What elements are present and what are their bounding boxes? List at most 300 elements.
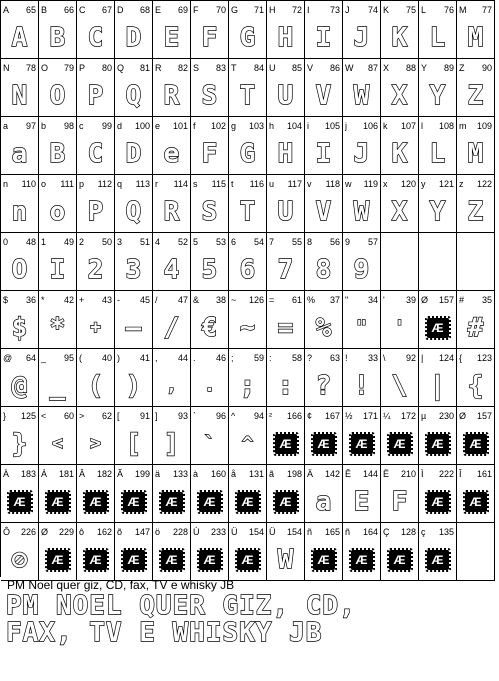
glyph-preview <box>461 429 490 458</box>
glyph-code: 172 <box>400 411 416 421</box>
glyph-char: G <box>231 5 239 15</box>
glyph-preview <box>271 255 300 284</box>
glyph-cell <box>115 59 153 117</box>
glyph-code: 65 <box>25 5 36 15</box>
glyph-cell <box>419 59 457 117</box>
glyph-code: 171 <box>362 411 378 421</box>
glyph-cell <box>457 465 495 523</box>
glyph-code: 94 <box>253 411 264 421</box>
glyph-sample: 4 <box>163 254 180 285</box>
glyph-preview <box>347 255 376 284</box>
glyph-preview <box>157 197 186 226</box>
glyph-sample: 8 <box>315 254 332 285</box>
glyph-char: * <box>41 295 45 305</box>
glyph-char: 3 <box>117 237 123 247</box>
glyph-label <box>79 410 112 422</box>
glyph-char: l <box>421 121 423 131</box>
glyph-cell <box>381 175 419 233</box>
glyph-label <box>193 120 226 132</box>
glyph-label <box>155 120 188 132</box>
glyph-char: Ã <box>117 469 124 479</box>
glyph-preview <box>195 23 224 52</box>
glyph-preview <box>423 23 452 52</box>
glyph-cell <box>1 407 39 465</box>
glyph-sample: E <box>163 22 180 53</box>
glyph-preview <box>195 371 224 400</box>
glyph-preview <box>81 81 110 110</box>
glyph-preview <box>81 255 110 284</box>
glyph-sample: S <box>201 196 218 227</box>
glyph-cell <box>229 291 267 349</box>
missing-glyph-icon: Æ <box>275 492 297 512</box>
glyph-char: f <box>193 121 196 131</box>
glyph-preview <box>271 23 300 52</box>
glyph-code: 96 <box>215 411 226 421</box>
glyph-label <box>41 236 74 248</box>
glyph-sample: R <box>163 196 180 227</box>
glyph-preview <box>119 139 148 168</box>
glyph-char: c <box>79 121 84 131</box>
glyph-char: 1 <box>41 237 47 247</box>
glyph-char: Î <box>459 469 462 479</box>
glyph-char: 4 <box>155 237 161 247</box>
glyph-code: 157 <box>438 295 454 305</box>
glyph-code: 104 <box>286 121 302 131</box>
glyph-label <box>117 4 150 16</box>
glyph-code: 95 <box>63 353 74 363</box>
glyph-cell <box>267 291 305 349</box>
glyph-label <box>41 120 74 132</box>
glyph-preview <box>461 371 490 400</box>
glyph-code: 68 <box>139 5 150 15</box>
missing-glyph-icon: Æ <box>427 434 449 454</box>
glyph-sample: ` <box>204 432 215 454</box>
glyph-label <box>3 294 36 306</box>
missing-glyph-icon: Æ <box>85 550 107 570</box>
glyph-preview <box>461 313 490 342</box>
glyph-label <box>307 352 340 364</box>
glyph-label <box>155 468 188 480</box>
glyph-char: ö <box>155 527 161 537</box>
glyph-cell <box>457 349 495 407</box>
glyph-label <box>269 178 302 190</box>
glyph-preview <box>385 139 414 168</box>
glyph-label <box>307 62 340 74</box>
glyph-cell <box>267 523 305 581</box>
glyph-code: 56 <box>329 237 340 247</box>
glyph-label <box>117 236 150 248</box>
glyph-char: Ê <box>345 469 352 479</box>
glyph-sample: R <box>163 80 180 111</box>
glyph-sample: T <box>239 196 256 227</box>
glyph-label <box>421 120 454 132</box>
glyph-label <box>345 526 378 538</box>
glyph-cell <box>191 233 229 291</box>
glyph-label <box>383 120 416 132</box>
glyph-code: 88 <box>405 63 416 73</box>
glyph-sample: " <box>356 316 367 338</box>
glyph-preview <box>5 255 34 284</box>
glyph-preview <box>385 23 414 52</box>
glyph-label <box>269 468 302 480</box>
glyph-char: @ <box>3 353 13 363</box>
glyph-cell <box>229 407 267 465</box>
glyph-preview <box>195 81 224 110</box>
glyph-char: O <box>41 63 49 73</box>
glyph-preview <box>119 429 148 458</box>
glyph-preview <box>423 487 452 516</box>
glyph-char: J <box>345 5 350 15</box>
glyph-cell <box>305 233 343 291</box>
glyph-code: 121 <box>438 179 454 189</box>
glyph-sample: V <box>315 196 332 227</box>
glyph-code: 113 <box>135 179 150 189</box>
glyph-cell <box>1 117 39 175</box>
glyph-label <box>193 410 226 422</box>
glyph-label <box>3 468 36 480</box>
glyph-code: 147 <box>134 527 150 537</box>
glyph-char: ä <box>155 469 161 479</box>
glyph-cell <box>343 523 381 581</box>
glyph-code: 81 <box>139 63 150 73</box>
glyph-sample: Y <box>429 196 446 227</box>
glyph-cell <box>191 1 229 59</box>
glyph-code: 125 <box>20 411 36 421</box>
glyph-cell <box>77 117 115 175</box>
glyph-preview <box>461 487 490 516</box>
missing-glyph-icon: Æ <box>161 492 183 512</box>
glyph-code: 101 <box>172 121 188 131</box>
glyph-preview <box>385 429 414 458</box>
glyph-char: N <box>3 63 10 73</box>
glyph-code: 50 <box>101 237 112 247</box>
glyph-cell <box>77 59 115 117</box>
glyph-code: 77 <box>481 5 492 15</box>
glyph-preview <box>5 23 34 52</box>
glyph-cell <box>39 523 77 581</box>
glyph-label <box>345 178 378 190</box>
glyph-preview <box>385 81 414 110</box>
glyph-cell <box>457 291 495 349</box>
glyph-preview <box>423 81 452 110</box>
missing-glyph-icon: Æ <box>47 492 69 512</box>
glyph-code: 109 <box>476 121 492 131</box>
glyph-sample: > <box>90 432 101 454</box>
glyph-cell <box>39 117 77 175</box>
glyph-cell <box>77 175 115 233</box>
glyph-code: 36 <box>25 295 36 305</box>
glyph-code: 112 <box>97 179 112 189</box>
glyph-preview <box>119 371 148 400</box>
glyph-code: 154 <box>248 527 264 537</box>
glyph-char: v <box>307 179 312 189</box>
glyph-row <box>1 175 496 233</box>
glyph-preview <box>385 371 414 400</box>
glyph-sample: 5 <box>201 254 218 285</box>
glyph-char: Ô <box>3 527 11 537</box>
glyph-preview <box>119 313 148 342</box>
glyph-label <box>117 352 150 364</box>
glyph-preview <box>43 545 72 574</box>
glyph-row <box>1 117 496 175</box>
glyph-code: 51 <box>139 237 150 247</box>
glyph-sample: ? <box>315 370 332 401</box>
glyph-cell <box>1 1 39 59</box>
glyph-preview <box>195 487 224 516</box>
glyph-char: µ <box>421 411 427 421</box>
glyph-char: % <box>307 295 316 305</box>
glyph-cell <box>115 465 153 523</box>
glyph-char: k <box>383 121 388 131</box>
glyph-char: U <box>269 63 276 73</box>
glyph-label <box>231 178 264 190</box>
glyph-char: ã <box>269 469 275 479</box>
glyph-char: ô <box>79 527 85 537</box>
glyph-preview <box>347 487 376 516</box>
glyph-sample: Z <box>467 196 484 227</box>
glyph-sample: U <box>277 80 294 111</box>
glyph-preview <box>43 23 72 52</box>
glyph-label <box>155 236 188 248</box>
glyph-char: Ø <box>41 527 49 537</box>
glyph-label <box>79 178 112 190</box>
glyph-label <box>459 410 492 422</box>
glyph-label <box>117 178 150 190</box>
glyph-cell <box>153 465 191 523</box>
glyph-cell <box>191 349 229 407</box>
glyph-preview <box>195 429 224 458</box>
glyph-sample: M <box>467 138 484 169</box>
glyph-cell <box>39 349 77 407</box>
glyph-code: 86 <box>329 63 340 73</box>
glyph-sample: V <box>315 80 332 111</box>
glyph-code: 72 <box>291 5 302 15</box>
glyph-label <box>3 62 36 74</box>
glyph-preview <box>233 487 262 516</box>
glyph-cell <box>419 291 457 349</box>
glyph-cell <box>39 59 77 117</box>
glyph-cell <box>305 1 343 59</box>
glyph-label <box>421 352 454 364</box>
glyph-preview <box>233 81 262 110</box>
glyph-row <box>1 465 496 523</box>
glyph-sample: U <box>277 196 294 227</box>
glyph-label <box>421 62 454 74</box>
glyph-char: + <box>79 295 85 305</box>
glyph-sample: M <box>467 22 484 53</box>
glyph-char: [ <box>117 411 120 421</box>
glyph-label <box>459 178 492 190</box>
glyph-preview <box>423 313 452 342</box>
missing-glyph-icon: Æ <box>199 550 221 570</box>
glyph-label <box>155 410 188 422</box>
glyph-label <box>3 120 36 132</box>
glyph-code: 100 <box>134 121 150 131</box>
glyph-char: W <box>345 63 354 73</box>
glyph-char: r <box>155 179 158 189</box>
glyph-char: 5 <box>193 237 199 247</box>
glyph-label <box>155 294 188 306</box>
glyph-cell <box>381 233 419 291</box>
glyph-char: ñ <box>345 527 351 537</box>
glyph-label <box>155 352 188 364</box>
glyph-code: 165 <box>324 527 340 537</box>
glyph-sample: 7 <box>277 254 294 285</box>
glyph-label <box>231 236 264 248</box>
glyph-char: | <box>421 353 424 363</box>
glyph-char: P <box>79 63 86 73</box>
glyph-cell <box>153 175 191 233</box>
glyph-sample: ⊘ <box>11 544 28 575</box>
glyph-label <box>345 120 378 132</box>
glyph-char: 8 <box>307 237 313 247</box>
glyph-sample: ] <box>163 428 180 459</box>
glyph-code: 122 <box>476 179 492 189</box>
glyph-char: = <box>269 295 275 305</box>
glyph-sample: X <box>391 80 408 111</box>
glyph-label <box>269 352 302 364</box>
glyph-code: 120 <box>400 179 416 189</box>
glyph-char: q <box>117 179 123 189</box>
glyph-char: Ú <box>193 527 200 537</box>
glyph-char: 7 <box>269 237 275 247</box>
glyph-char: 9 <box>345 237 351 247</box>
glyph-code: 71 <box>253 5 264 15</box>
glyph-code: 230 <box>438 411 454 421</box>
glyph-cell <box>457 117 495 175</box>
glyph-code: 117 <box>287 179 302 189</box>
glyph-cell <box>229 349 267 407</box>
glyph-code: 93 <box>177 411 188 421</box>
glyph-cell <box>153 59 191 117</box>
glyph-sample: P <box>87 80 104 111</box>
glyph-char: X <box>383 63 390 73</box>
glyph-char: : <box>269 353 272 363</box>
glyph-cell <box>343 175 381 233</box>
glyph-char: C <box>79 5 86 15</box>
glyph-char: $ <box>3 295 9 305</box>
glyph-cell <box>305 291 343 349</box>
glyph-label <box>117 120 150 132</box>
glyph-code: 49 <box>63 237 74 247</box>
glyph-sample: I <box>49 254 66 285</box>
glyph-sample: X <box>391 196 408 227</box>
glyph-label <box>193 4 226 16</box>
glyph-sample: } <box>11 428 28 459</box>
glyph-label <box>117 410 150 422</box>
glyph-label <box>79 120 112 132</box>
glyph-char: Ø <box>421 295 429 305</box>
glyph-cell <box>115 175 153 233</box>
glyph-label <box>383 352 416 364</box>
glyph-preview <box>385 487 414 516</box>
glyph-preview <box>157 487 186 516</box>
glyph-char: < <box>41 411 47 421</box>
glyph-code: 119 <box>363 179 378 189</box>
glyph-preview <box>423 139 452 168</box>
glyph-preview <box>119 255 148 284</box>
glyph-code: 44 <box>177 353 188 363</box>
glyph-cell <box>457 523 495 581</box>
missing-glyph-icon: Æ <box>389 434 411 454</box>
glyph-cell <box>1 233 39 291</box>
glyph-cell <box>267 117 305 175</box>
glyph-cell <box>381 59 419 117</box>
glyph-preview <box>347 545 376 574</box>
glyph-char: ' <box>383 295 385 305</box>
glyph-label <box>231 62 264 74</box>
glyph-cell <box>115 349 153 407</box>
glyph-preview <box>5 371 34 400</box>
glyph-sample: H <box>277 22 294 53</box>
glyph-label <box>231 4 264 16</box>
glyph-cell <box>419 117 457 175</box>
glyph-sample: E <box>353 486 370 517</box>
glyph-char: . <box>193 353 196 363</box>
glyph-label <box>345 4 378 16</box>
glyph-cell <box>381 407 419 465</box>
glyph-char: à <box>193 469 199 479</box>
glyph-preview <box>119 197 148 226</box>
glyph-sample: ! <box>353 370 370 401</box>
glyph-char: u <box>269 179 275 189</box>
glyph-code: 84 <box>253 63 264 73</box>
glyph-cell <box>229 233 267 291</box>
glyph-preview <box>81 487 110 516</box>
glyph-code: 90 <box>481 63 492 73</box>
glyph-char: z <box>459 179 464 189</box>
glyph-cell <box>191 175 229 233</box>
glyph-code: 102 <box>210 121 226 131</box>
glyph-sample: P <box>87 196 104 227</box>
glyph-sample: G <box>239 138 256 169</box>
glyph-label <box>345 468 378 480</box>
glyph-label <box>269 62 302 74</box>
glyph-preview <box>81 545 110 574</box>
glyph-code: 162 <box>96 527 112 537</box>
glyph-code: 160 <box>210 469 226 479</box>
glyph-code: 114 <box>173 179 188 189</box>
glyph-code: 53 <box>215 237 226 247</box>
glyph-char: F <box>193 5 199 15</box>
glyph-label <box>307 294 340 306</box>
glyph-code: 110 <box>21 179 36 189</box>
glyph-code: 82 <box>177 63 188 73</box>
glyph-preview <box>195 545 224 574</box>
glyph-code: 161 <box>476 469 492 479</box>
glyph-preview <box>5 313 34 342</box>
glyph-code: 97 <box>25 121 36 131</box>
glyph-char: _ <box>41 353 47 363</box>
glyph-char: ] <box>155 411 158 421</box>
glyph-code: 41 <box>139 353 150 363</box>
glyph-label <box>3 4 36 16</box>
glyph-label <box>269 4 302 16</box>
glyph-sample: F <box>201 138 218 169</box>
glyph-code: 135 <box>438 527 454 537</box>
glyph-char: { <box>459 353 463 363</box>
glyph-label <box>345 236 378 248</box>
glyph-code: 107 <box>400 121 416 131</box>
glyph-cell <box>115 407 153 465</box>
glyph-cell <box>457 59 495 117</box>
glyph-char: Ç <box>383 527 390 537</box>
glyph-code: 61 <box>291 295 302 305</box>
glyph-sample: L <box>429 22 446 53</box>
glyph-label <box>459 294 492 306</box>
glyph-cell <box>77 291 115 349</box>
glyph-label <box>459 62 492 74</box>
